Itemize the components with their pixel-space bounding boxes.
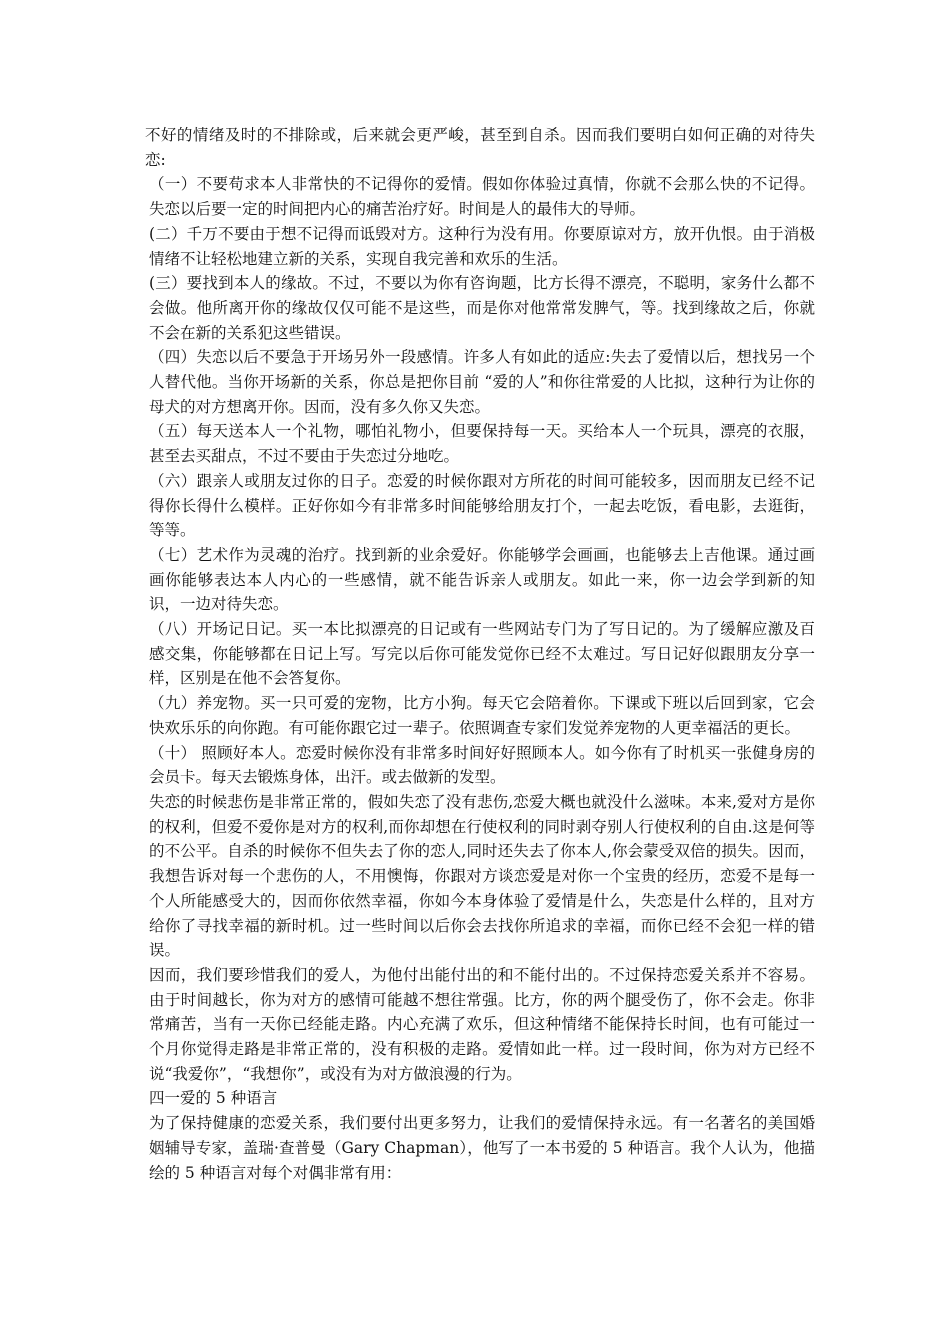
document-page <box>145 123 815 1185</box>
paragraph-tip-8: （八）开场记日记。买一本比拟漂亮的日记或有一些网站专门为了写日记的。为了缓解应激及百感交集，你能够都在日记上写。写完以后你可能发觉你已经不太难过。写日记好似跟朋友分享一样，区别是在他不会答复你。 <box>149 620 815 688</box>
paragraph-five-languages-intro: 为了保持健康的恋爱关系，我们要付出更多努力，让我们的爱情保持永远。有一名著名的美国婚姻辅导专家，盖瑞·查普曼（Gary Chapman），他写了一本书爱的 5 种语言。我个人认为，他描绘的 5 种语言对每个对偶非常有用： <box>149 1114 815 1182</box>
paragraph-tip-4: （四）失恋以后不要急于开场另外一段感情。许多人有如此的适应:失去了爱情以后，想找另一个人替代他。当你开场新的关系，你总是把你目前 “爱的人”和你往常爱的人比拟，这种行为让你的母犬的对方想离开你。因而，没有多久你又失恋。 <box>149 348 815 416</box>
paragraph-tip-7: （七）艺术作为灵魂的治疗。找到新的业余爱好。你能够学会画画，也能够去上吉他课。通过画画你能够表达本人内心的一些感情，就不能告诉亲人或朋友。如此一来，你一边会学到新的知识，一边对待失恋。 <box>149 545 815 614</box>
section-heading-five-languages: 四一爱的 5 种语言 <box>149 1089 278 1108</box>
paragraph-tip-2: (二）千万不要由于想不记得而诋毁对方。这种行为没有用。你要原谅对方，放开仇恨。由于消极情绪不让轻松地建立新的关系，实现自我完善和欢乐的生活。 <box>149 224 815 268</box>
paragraph-tip-5: （五）每天送本人一个礼物，哪怕礼物小，但要保持每一天。买给本人一个玩具，漂亮的衣服，甚至去买甜点，不过不要由于失恋过分地吃。 <box>149 422 815 466</box>
paragraph-cherish: 因而，我们要珍惜我们的爱人，为他付出能付出的和不能付出的。不过保持恋爱关系并不容易。由于时间越长，你为对方的感情可能越不想往常强。比方，你的两个腿受伤了，你不会走。你非常痛苦，当有一天你已经能走路。内心充满了欢乐，但这种情绪不能保持长时间，也有可能过一个月你觉得走路是非常正常的，没有积极的走路。爱情如此一样。过一段时间，你为对方已经不说“我爱你”，“我想你”，或没有为对方做浪漫的行为。 <box>149 965 815 1083</box>
paragraph-sadness: 失恋的时候悲伤是非常正常的，假如失恋了没有悲伤,恋爱大概也就没什么滋味。本来,爱对方是你的权利，但爱不爱你是对方的权利,而你却想在行使权利的同时剥夺别人行使权利的自由.这是何等的不公平。自杀的时候你不但失去了你的恋人,同时还失去了你本人,你会蒙受双倍的损失。因而，我想告诉对每一个悲伤的人，不用懊悔，你跟对方谈恋爱是对你一个宝贵的经历，恋爱不是每一个人所能感受大的，因而你依然幸福，你如今本身体验了爱情是什么，失恋是什么样的，且对方给你了寻找幸福的新时机。过一些时间以后你会去找你所追求的幸福，而你已经不会犯一样的错误。 <box>149 792 815 960</box>
paragraph-tip-1: （一）不要苟求本人非常快的不记得你的爱情。假如你体验过真情，你就不会那么快的不记得。失恋以后要一定的时间把内心的痛苦治疗好。时间是人的最伟大的导师。 <box>149 175 815 219</box>
paragraph-tip-10: （十） 照顾好本人。恋爱时候你没有非常多时间好好照顾本人。如今你有了时机买一张健身房的会员卡。每天去锻炼身体，出汗。或去做新的发型。 <box>149 743 815 787</box>
paragraph-tip-3: (三）要找到本人的缘故。不过，不要以为你有咨询题，比方长得不漂亮，不聪明，家务什么都不会做。他所离开你的缘故仅仅可能不是这些，而是你对他常常发脾气，等。找到缘故之后，你就不会在新的关系犯这些错误。 <box>149 274 815 342</box>
paragraph-tip-9: （九）养宠物。买一只可爱的宠物，比方小狗。每天它会陪着你。下课或下班以后回到家，它会快欢乐乐的向你跑。有可能你跟它过一辈子。依照调查专家们发觉养宠物的人更幸福活的更长。 <box>149 694 815 737</box>
paragraph-tip-6: （六）跟亲人或朋友过你的日子。恋爱的时候你跟对方所花的时间可能较多，因而朋友已经不记得你长得什么模样。正好你如今有非常多时间能够给朋友打个，一起去吃饭，看电影，去逛街，等等。 <box>149 471 815 540</box>
paragraph-intro: 不好的情绪及时的不排除或，后来就会更严峻，甚至到自杀。因而我们要明白如何正确的对待失恋: <box>145 126 815 169</box>
